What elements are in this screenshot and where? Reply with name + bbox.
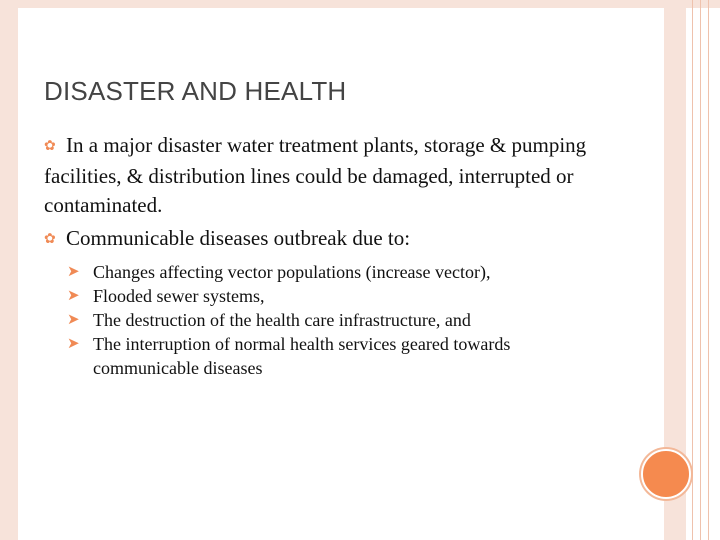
decorative-circle [641,449,691,499]
slide-frame-line [700,0,701,540]
sub-bullet-item [66,332,604,380]
slide-frame-left [0,0,18,540]
bullet-item [44,131,604,221]
arrow-bullet-icon: ➤ [67,336,80,352]
arrow-bullet-icon: ➤ [67,312,80,328]
gear-bullet-icon: ✿ [44,139,56,154]
sub-bullet-text: The interruption of normal health services geared towards communicable diseases [93,334,511,378]
arrow-bullet-icon: ➤ [67,288,80,304]
slide-frame-line [692,0,693,540]
sub-bullet-item [66,284,604,308]
sub-bullet-text: Flooded sewer systems, [93,286,265,306]
slide-frame-top [0,0,720,8]
sub-bullet-list [66,260,604,380]
slide-title: DISASTER AND HEALTH [44,76,347,106]
arrow-bullet-icon: ➤ [67,264,80,280]
sub-bullet-item [66,308,604,332]
gear-bullet-icon: ✿ [44,231,56,247]
sub-bullet-text: The destruction of the health care infrastructure, and [93,310,471,330]
sub-bullet-item [66,260,604,284]
slide-frame-line [708,0,709,540]
bullet-item [44,224,604,255]
bullet-text: Communicable diseases outbreak due to: [66,225,411,250]
slide-body [44,131,604,380]
bullet-text: In a major disaster water treatment plants, storage & pumping facilities, & distribution lines could be damaged, interrupted or contaminated. [44,133,587,217]
sub-bullet-text: Changes affecting vector populations (increase vector), [93,262,491,282]
